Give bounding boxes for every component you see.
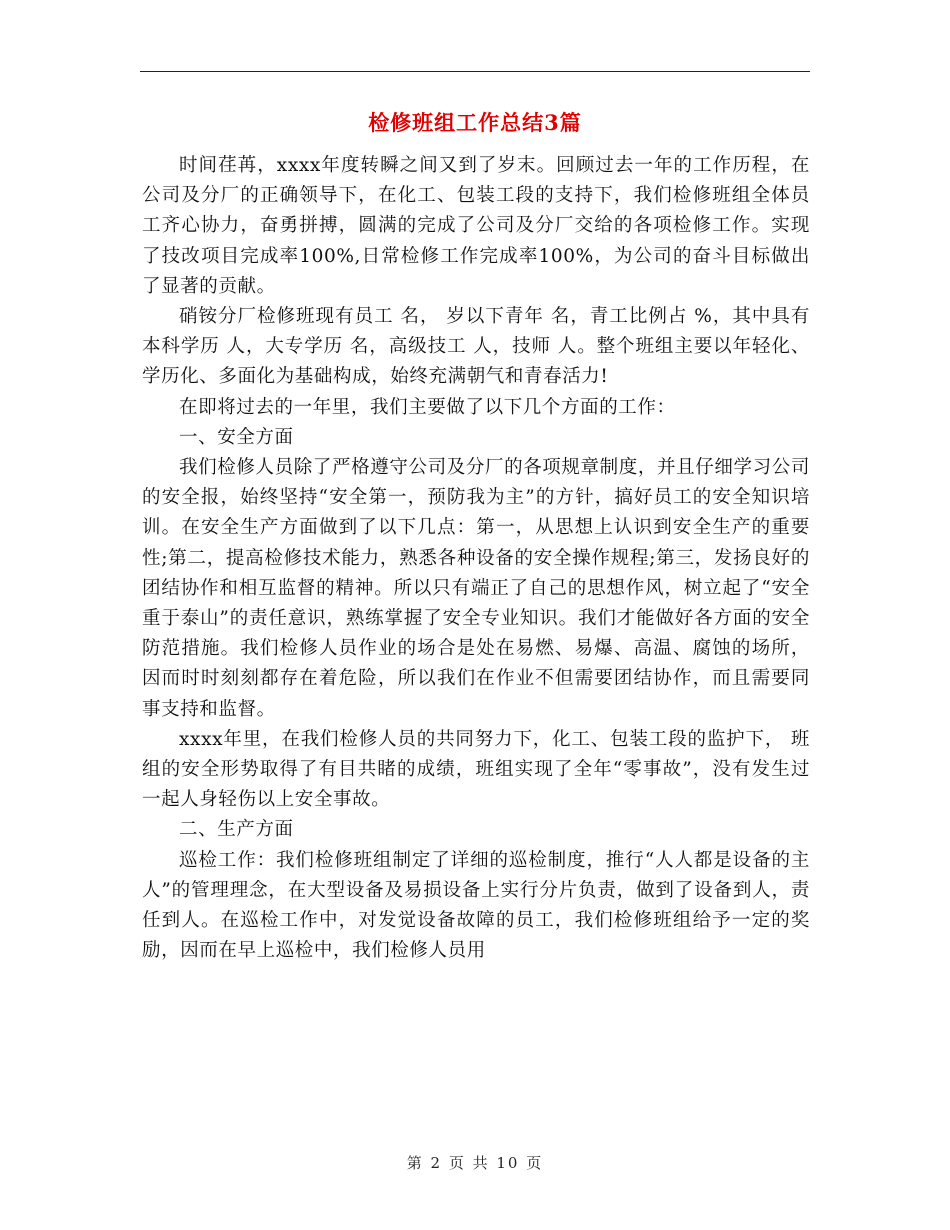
page-footer: 第 2 页 共 10 页 (406, 1154, 544, 1172)
paragraph-intro: 时间荏苒，xxxx年度转瞬之间又到了岁末。回顾过去一年的工作历程，在公司及分厂的正确领导下，在化工、包装工段的支持下，我们检修班组全体员工齐心协力，奋勇拼搏，圆满的完成了公司及分厂交给的各项检修工作。实现了技改项目完成率100%,日常检修工作完成率100%，为公司的奋斗目标做出了显著的贡献。 (142, 155, 810, 297)
paragraph-safety-results: xxxx年里，在我们检修人员的共同努力下，化工、包装工段的监护下， 班组的安全形势取得了有目共睹的成绩，班组实现了全年“零事故”，没有发生过一起人身轻伤以上安全事故。 (142, 728, 810, 811)
paragraph-work-overview: 在即将过去的一年里，我们主要做了以下几个方面的工作： (179, 396, 676, 418)
paragraph-safety-details: 我们检修人员除了严格遵守公司及分厂的各项规章制度，并且仔细学习公司的安全报，始终坚持“安全第一，预防我为主”的方针，搞好员工的安全知识培训。在安全生产方面做到了以下几点：第一，从思想上认识到安全生产的重要性;第二，提高检修技术能力，熟悉各种设备的安全操作规程;第三，发扬良好的团结协作和相互监督的精神。所以只有端正了自己的思想作风，树立起了“安全重于泰山”的责任意识，熟练掌握了安全专业知识。我们才能做好各方面的安全防范措施。我们检修人员作业的场合是处在易燃、易爆、高温、腐蚀的场所，因而时时刻刻都存在着危险，所以我们在作业不但需要团结协作，而且需要同事支持和监督。 (142, 457, 810, 720)
document-title: 检修班组工作总结3篇 (368, 110, 582, 135)
section-heading-safety: 一、安全方面 (179, 426, 294, 448)
paragraph-team-profile: 硝铵分厂检修班现有员工 名， 岁以下青年 名，青工比例占 %，其中具有本科学历 人，大专学历 名，高级技工 人，技师 人。整个班组主要以年轻化、学历化、多面化为基础构成，始终充满朝气和青春活力! (142, 306, 810, 388)
header-rule (140, 71, 810, 72)
section-heading-production: 二、生产方面 (179, 819, 294, 841)
document-body (142, 151, 810, 966)
paragraph-inspection-work: 巡检工作：我们检修班组制定了详细的巡检制度，推行“人人都是设备的主人”的管理理念，在大型设备及易损设备上实行分片负责，做到了设备到人，责任到人。在巡检工作中，对发觉设备故障的员工，我们检修班组给予一定的奖励，因而在早上巡检中，我们检修人员用 (142, 849, 810, 962)
